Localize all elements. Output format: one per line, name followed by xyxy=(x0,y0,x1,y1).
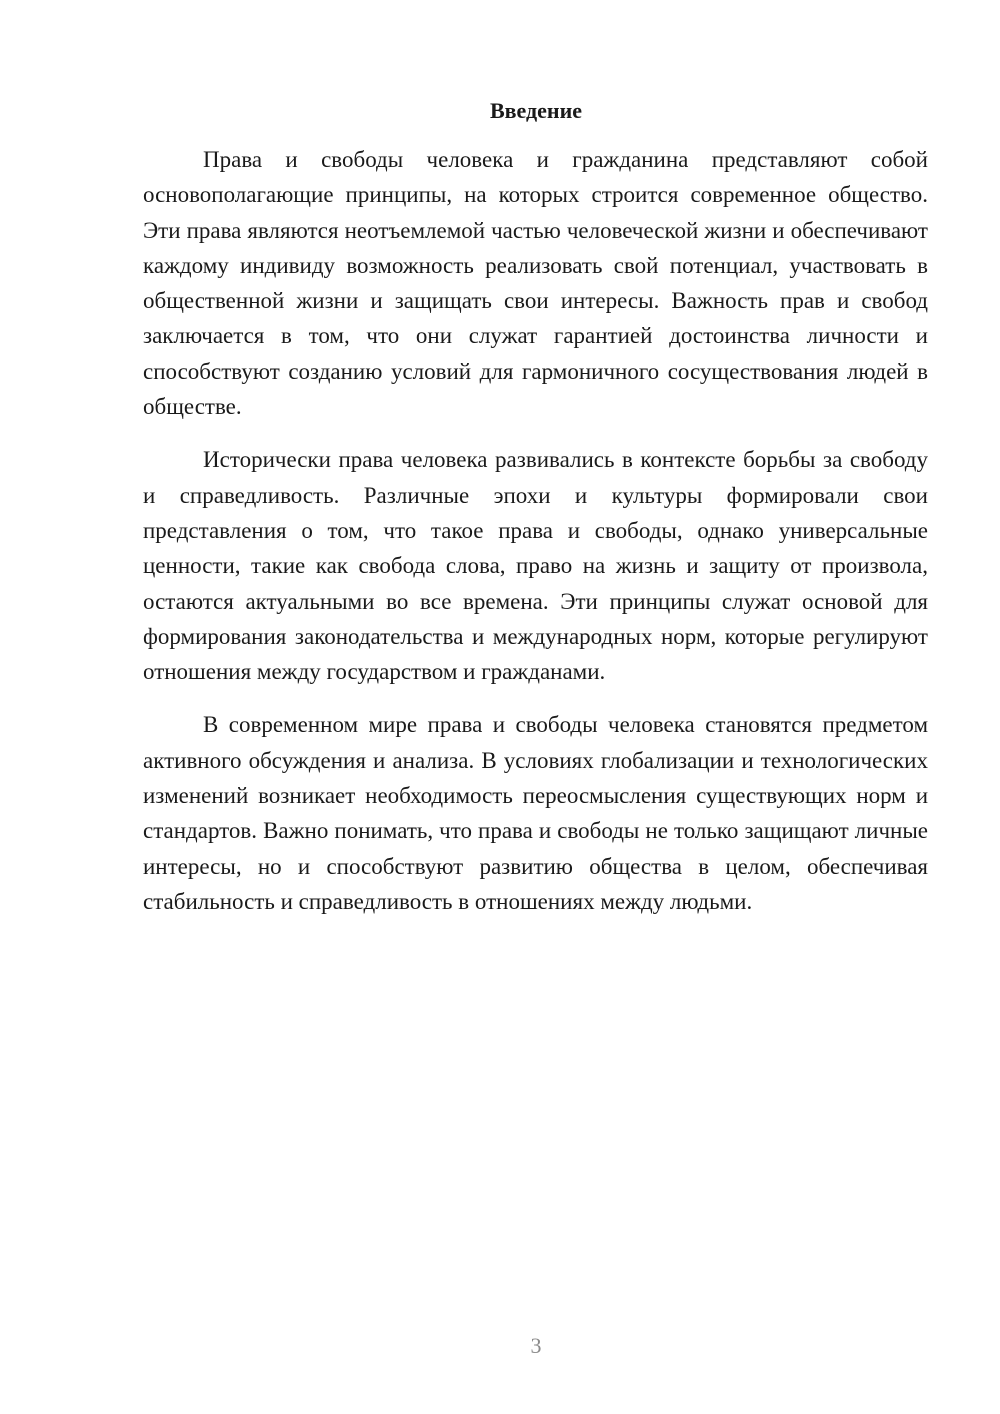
paragraph-1: Права и свободы человека и гражданина представляют собой основополагающие принципы, на которых строится современное общество. Эти права являются неотъемлемой частью человеческой жизни и обеспечивают каждому индивиду возможность реализовать свой потенциал, участвовать в общественной жизни и защищать свои интересы. Важность прав и свобод заключается в том, что они служат гарантией достоинства личности и способствуют созданию условий для гармоничного сосуществования людей в обществе. xyxy=(143,147,928,420)
paragraph-2: Исторически права человека развивались в контексте борьбы за свободу и справедливость. Различные эпохи и культуры формировали свои представления о том, что такое права и свободы, однако универсальные ценности, такие как свобода слова, право на жизнь и защиту от произвола, остаются актуальными во все времена. Эти принципы служат основой для формирования законодательства и международных норм, которые регулируют отношения между государством и гражданами. xyxy=(143,447,928,685)
section-heading: Введение xyxy=(489,98,583,123)
page-number: 3 xyxy=(530,1333,542,1358)
paragraph-3: В современном мире права и свободы человека становятся предметом активного обсуждения и анализа. В условиях глобализации и технологических изменений возникает необходимость переосмысления существующих норм и стандартов. Важно понимать, что права и свободы не только защищают личные интересы, но и способствуют развитию общества в целом, обеспечивая стабильность и справедливость в отношениях между людьми. xyxy=(143,712,928,914)
body-text xyxy=(143,142,928,937)
